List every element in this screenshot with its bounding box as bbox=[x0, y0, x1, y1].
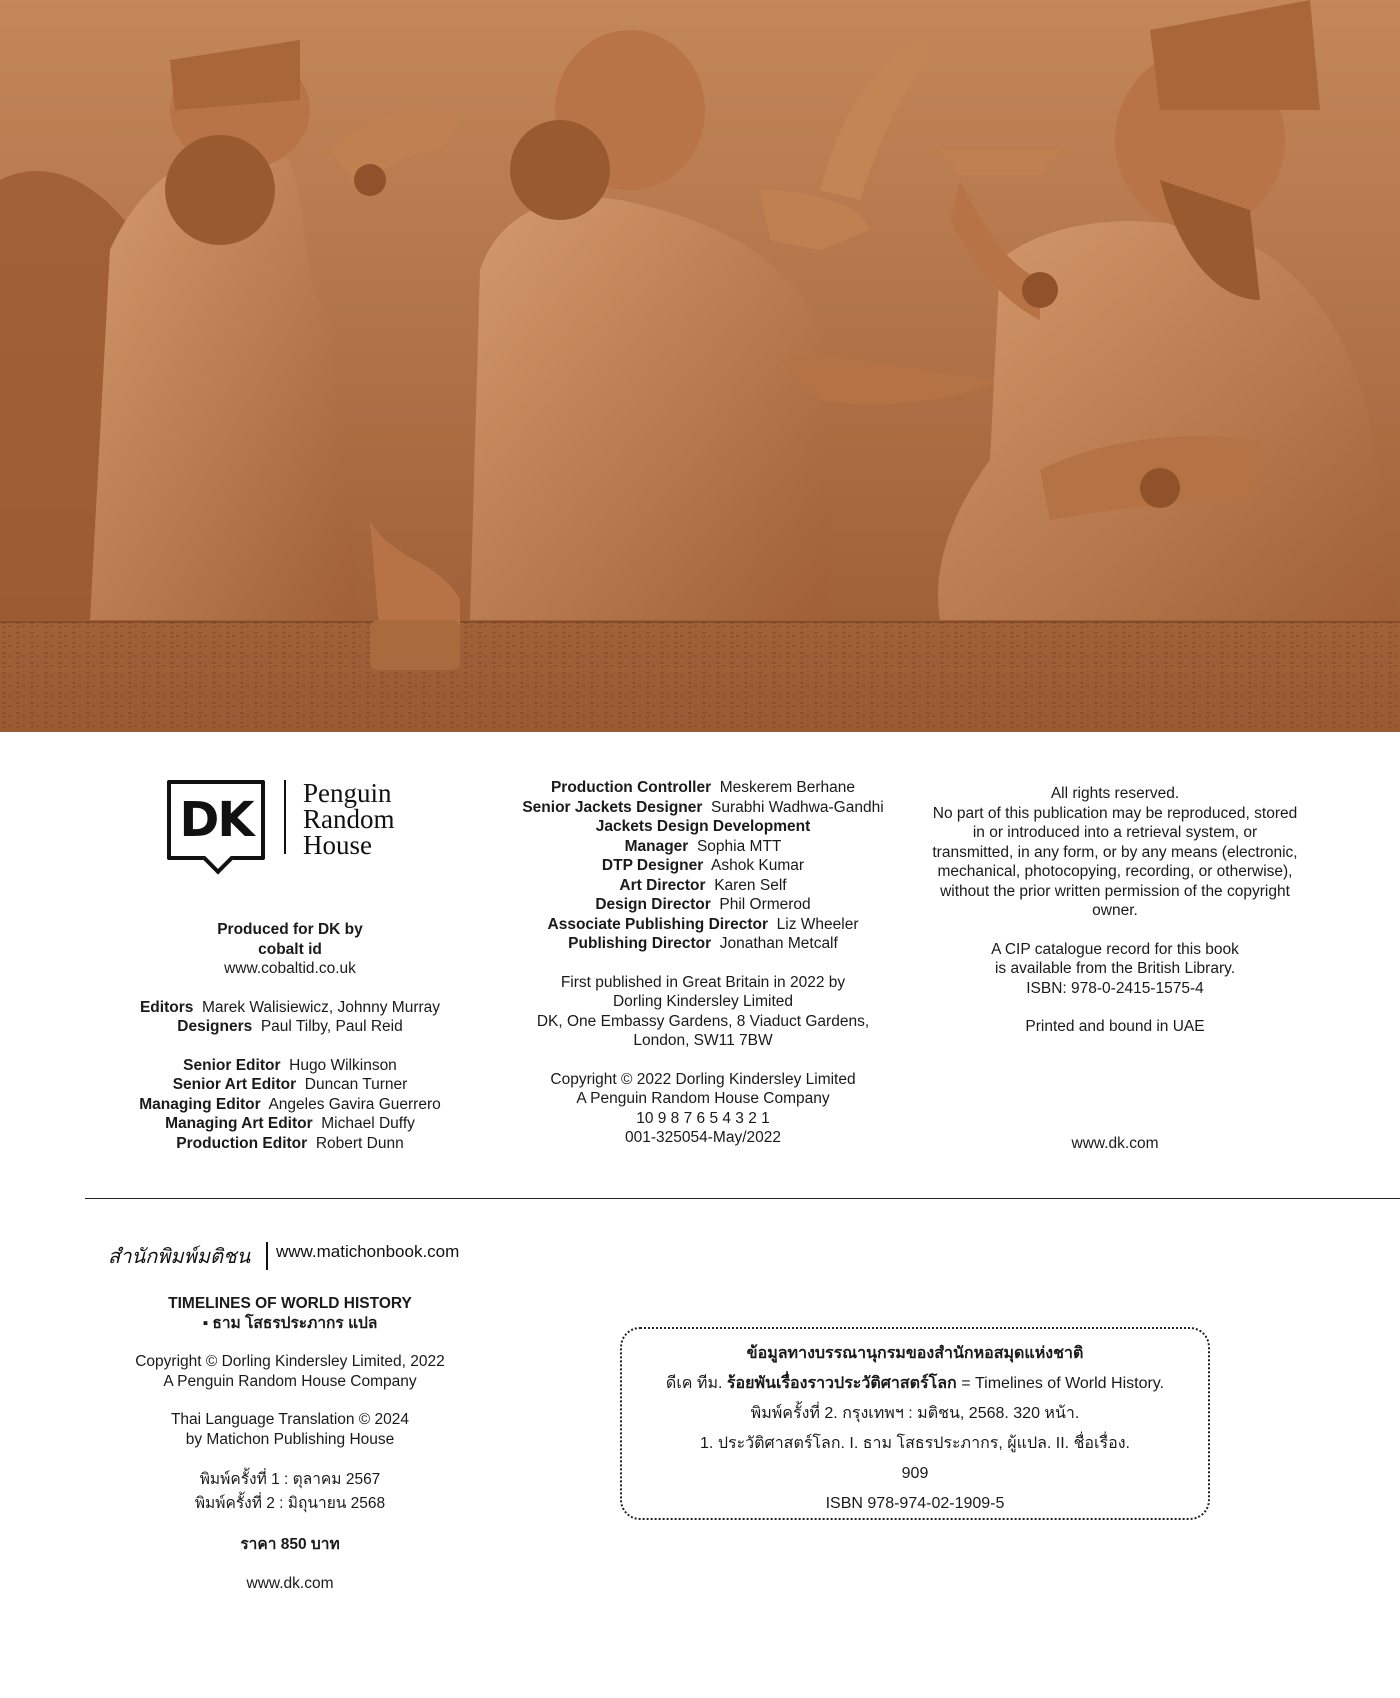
cip-line-3: 1. ประวัติศาสตร์โลก. I. ธาม โสธรประภากร, ผู้แปล. II. ชื่อเรื่อง. bbox=[700, 1435, 1130, 1452]
relief-illustration bbox=[0, 0, 1400, 732]
credit-line: Jackets Design Development bbox=[595, 818, 811, 835]
credit-line: Design Director Phil Ormerod bbox=[595, 896, 811, 913]
dk-penguin-random-house-logo bbox=[167, 780, 427, 860]
book-title: TIMELINES OF WORLD HISTORY bbox=[168, 1295, 412, 1312]
matichon-url-link[interactable]: www.matichonbook.com bbox=[276, 1242, 460, 1261]
credit-line: Manager Sophia MTT bbox=[624, 837, 782, 855]
right-rights-column bbox=[910, 784, 1320, 1153]
credit-line: Production Controller Meskerem Berhane bbox=[550, 779, 856, 796]
credit-line: Publishing Director Jonathan Metcalf bbox=[568, 935, 838, 952]
translation-line: Thai Language Translation © 2024 bbox=[170, 1411, 410, 1428]
prh-line-2: Random bbox=[303, 804, 395, 834]
rights-line: All rights reserved. bbox=[1050, 785, 1180, 802]
printed-line: Printed and bound in UAE bbox=[1025, 1018, 1205, 1035]
dk-logo-mark: DK bbox=[167, 780, 265, 860]
rights-line: No part of this publication may be reproduced, stored bbox=[932, 804, 1298, 822]
isbn-line: ISBN: 978-0-2415-1575-4 bbox=[1026, 979, 1204, 997]
credit-line: Senior Editor Hugo Wilkinson bbox=[183, 1056, 397, 1074]
credit-line: Senior Jackets Designer Surabhi Wadhwa-Gandhi bbox=[522, 798, 884, 816]
cip-line-1: ดีเค ทีม. ร้อยพันเรื่องราวประวัติศาสตร์โลก = Timelines of World History. bbox=[665, 1375, 1165, 1392]
edition-code: 001-325054-May/2022 bbox=[625, 1129, 781, 1146]
credit-line: Production Editor Robert Dunn bbox=[176, 1134, 404, 1152]
copyright-line: A Penguin Random House Company bbox=[576, 1090, 830, 1107]
prh-line-3: House bbox=[303, 830, 372, 860]
first-published-line: DK, One Embassy Gardens, 8 Viaduct Gardens, bbox=[536, 1012, 870, 1030]
first-published-line: Dorling Kindersley Limited bbox=[612, 993, 794, 1010]
copyright-line: Copyright © 2022 Dorling Kindersley Limited bbox=[550, 1070, 856, 1088]
credit-line: Editors Marek Walisiewicz, Johnny Murray bbox=[139, 998, 441, 1016]
dk-url-link[interactable]: www.dk.com bbox=[1071, 1134, 1159, 1152]
credit-line: Designers Paul Tilby, Paul Reid bbox=[177, 1018, 403, 1035]
prh-wordmark bbox=[303, 780, 395, 858]
section-divider bbox=[85, 1198, 1400, 1199]
cip-heading: ข้อมูลทางบรรณานุกรมของสำนักหอสมุดแห่งชาติ bbox=[746, 1345, 1084, 1362]
matichon-divider bbox=[266, 1242, 268, 1270]
produced-for-line-1: Produced for DK by bbox=[217, 921, 363, 938]
thai-copyright-line: A Penguin Random House Company bbox=[163, 1372, 417, 1390]
cip-line: A CIP catalogue record for this book bbox=[991, 940, 1239, 958]
translation-line: by Matichon Publishing House bbox=[185, 1430, 395, 1448]
middle-credits-column bbox=[500, 778, 906, 1148]
credit-line: DTP Designer Ashok Kumar bbox=[601, 857, 805, 874]
credit-line: Managing Editor Angeles Gavira Guerrero bbox=[139, 1095, 441, 1113]
produced-for-line-2: cobalt id bbox=[258, 940, 322, 958]
cip-isbn: ISBN 978-974-02-1909-5 bbox=[825, 1495, 1005, 1512]
prh-line-1: Penguin bbox=[303, 778, 392, 808]
first-published-line: First published in Great Britain in 2022 by bbox=[560, 973, 846, 991]
credit-line: Associate Publishing Director Liz Wheeler bbox=[547, 915, 859, 933]
cip-line-2: พิมพ์ครั้งที่ 2. กรุงเทพฯ : มติชน, 2568. 320 หน้า. bbox=[750, 1405, 1080, 1422]
national-library-cip-box bbox=[620, 1327, 1210, 1520]
rights-line: transmitted, in any form, or by any means (electronic, bbox=[932, 843, 1298, 861]
left-credits-column bbox=[100, 920, 480, 1153]
translator-line: ▪ ธาม โสธรประภากร แปล bbox=[202, 1314, 378, 1332]
rights-line: mechanical, photocopying, recording, or otherwise), bbox=[937, 863, 1293, 880]
rights-line: in or introduced into a retrieval system, or bbox=[972, 824, 1258, 841]
printing-line: พิมพ์ครั้งที่ 2 : มิถุนายน 2568 bbox=[194, 1495, 386, 1512]
cip-classification: 909 bbox=[901, 1465, 929, 1482]
price-label: ราคา 850 บาท bbox=[240, 1536, 340, 1553]
thai-copyright-line: Copyright © Dorling Kindersley Limited, 2022 bbox=[135, 1353, 445, 1370]
matichon-script-logo: สำนักพิมพ์มติชน bbox=[108, 1244, 251, 1268]
rights-line: owner. bbox=[1092, 902, 1138, 919]
thai-dk-url-link[interactable]: www.dk.com bbox=[246, 1574, 334, 1592]
printing-line: พิมพ์ครั้งที่ 1 : ตุลาคม 2567 bbox=[199, 1471, 381, 1488]
cip-line: is available from the British Library. bbox=[994, 960, 1236, 977]
thai-edition-column bbox=[100, 1294, 480, 1593]
matichon-logo bbox=[108, 1240, 498, 1270]
first-published-line: London, SW11 7BW bbox=[633, 1032, 773, 1049]
printing-number-line: 10 9 8 7 6 5 4 3 2 1 bbox=[636, 1109, 770, 1127]
logo-divider bbox=[284, 780, 286, 854]
rights-line: without the prior written permission of the copyright bbox=[940, 882, 1290, 900]
produced-url: www.cobaltid.co.uk bbox=[224, 960, 356, 977]
credit-line: Art Director Karen Self bbox=[619, 876, 787, 894]
hero-relief-image bbox=[0, 0, 1400, 732]
credit-line: Managing Art Editor Michael Duffy bbox=[165, 1115, 415, 1132]
credit-line: Senior Art Editor Duncan Turner bbox=[172, 1076, 408, 1093]
